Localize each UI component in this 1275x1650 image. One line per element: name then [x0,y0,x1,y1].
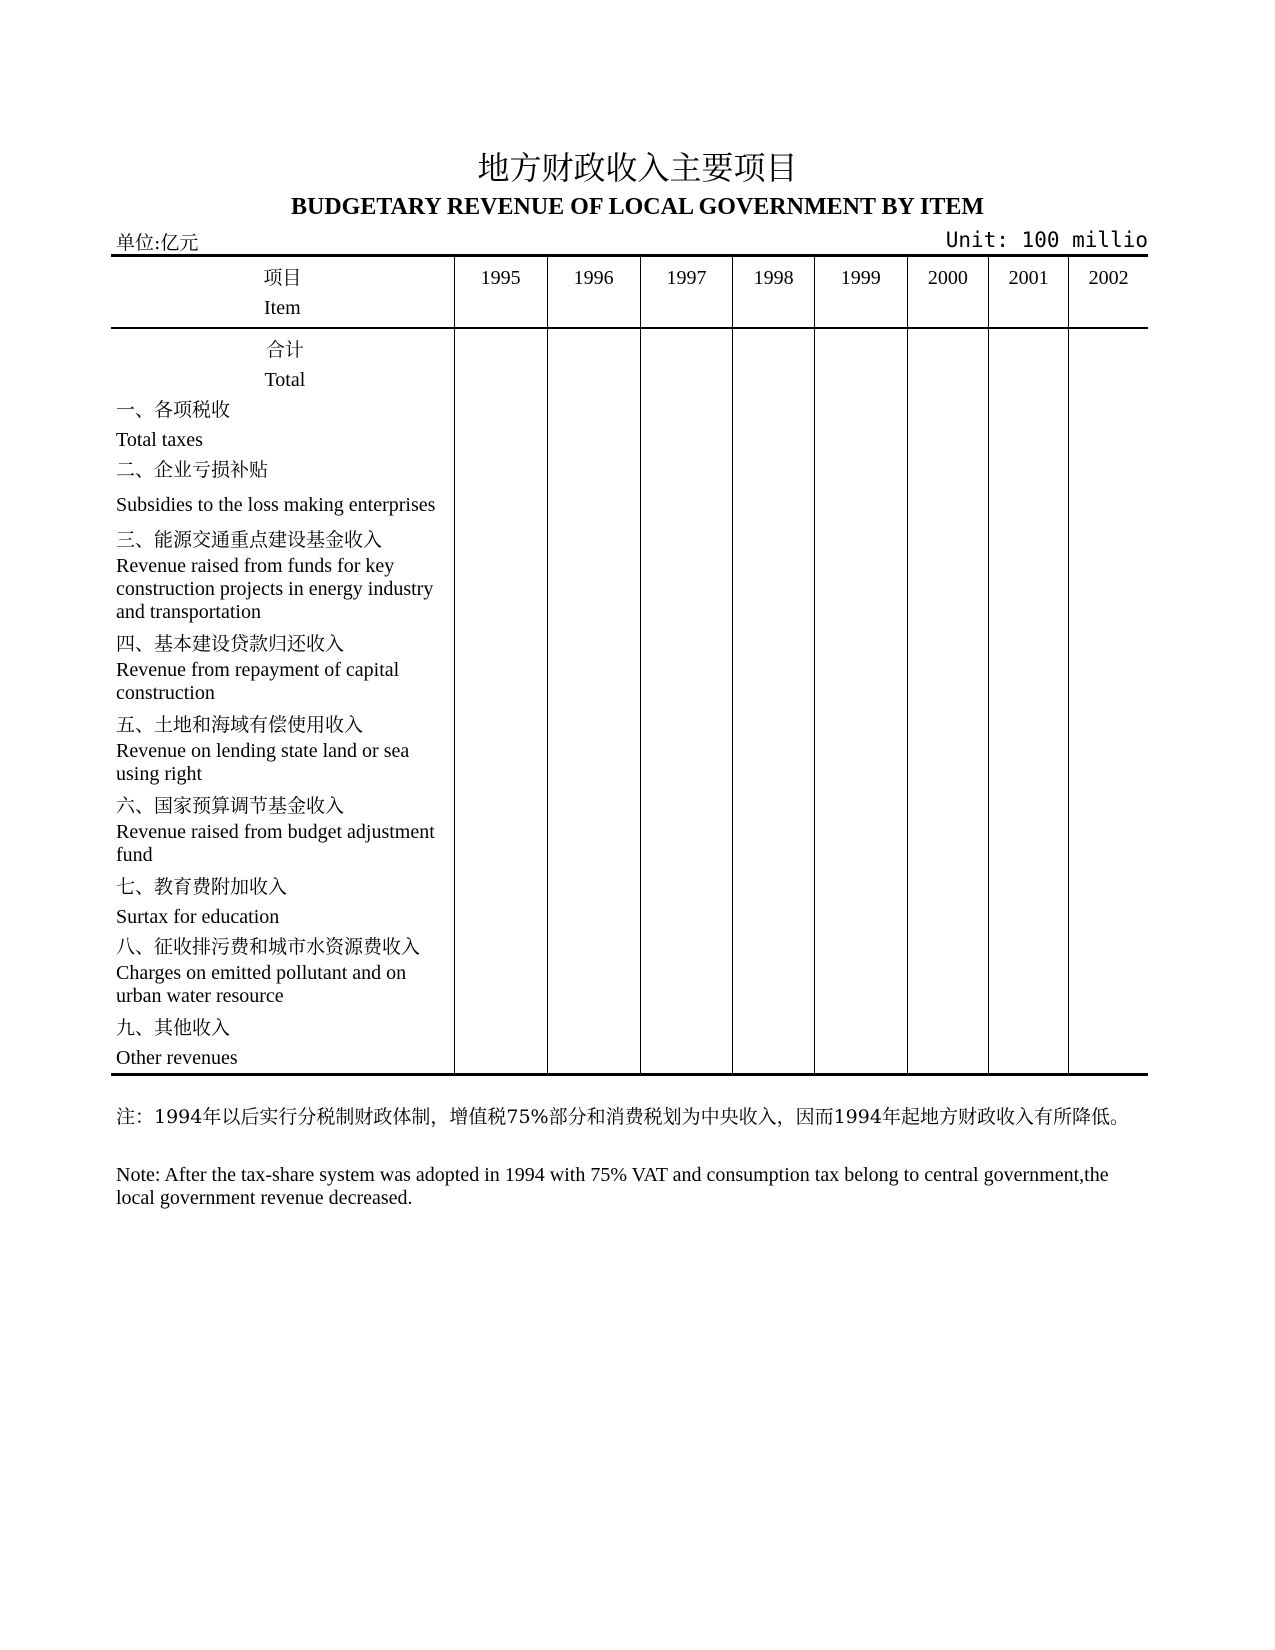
value-cell [814,1013,907,1075]
item-header-cn: 项目 [263,267,302,289]
value-cell [547,395,640,455]
row-label-cn: 四、基本建设贷款归还收入 [116,633,345,655]
value-cell [814,932,907,1013]
value-cell [814,455,907,525]
row-label-en: Surtax for education [116,906,280,928]
row-label-en: Total taxes [116,429,203,451]
value-cell [907,455,988,525]
value-cell [640,328,733,395]
revenue-table [111,254,1148,1076]
value-cell [640,629,733,710]
value-cell [547,710,640,791]
value-cell [1069,328,1148,395]
value-cell [454,1013,547,1075]
footnote-en: Note: After the tax-share system was adopted in 1994 with 75% VAT and consumption tax belong to central government,the local government revenue decreased. [116,1164,1109,1209]
value-cell [454,629,547,710]
value-cell [640,710,733,791]
value-cell [547,328,640,395]
row-label [111,932,454,1013]
row-label [111,328,454,395]
table-row [111,525,1148,629]
table-row [111,872,1148,932]
value-cell [907,328,988,395]
table-header-row [111,256,1148,329]
value-cell [733,328,814,395]
year-header-1996: 1996 [547,256,640,329]
row-label-cn: 三、能源交通重点建设基金收入 [116,529,383,551]
row-label [111,455,454,525]
year-header-1995: 1995 [454,256,547,329]
value-cell [733,1013,814,1075]
year-header-2002: 2002 [1069,256,1148,329]
table-row [111,328,1148,395]
table-body [111,328,1148,1075]
row-label-cn: 九、其他收入 [116,1017,231,1039]
value-cell [733,525,814,629]
value-cell [907,932,988,1013]
value-cell [454,872,547,932]
value-cell [454,932,547,1013]
value-cell [907,395,988,455]
row-label [111,629,454,710]
value-cell [640,455,733,525]
value-cell [814,525,907,629]
row-label [111,1013,454,1075]
value-cell [547,455,640,525]
value-cell [989,629,1069,710]
value-cell [907,791,988,872]
row-label-en: Revenue raised from funds for key construction projects in energy industry and transportation [116,555,434,623]
row-label-en: Revenue raised from budget adjustment fund [116,821,435,866]
table-row [111,710,1148,791]
value-cell [1069,525,1148,629]
value-cell [733,872,814,932]
value-cell [547,1013,640,1075]
value-cell [1069,872,1148,932]
page-title-en: BUDGETARY REVENUE OF LOCAL GOVERNMENT BY ITEM [290,194,984,220]
value-cell [1069,791,1148,872]
row-label-cn: 一、各项税收 [116,399,231,421]
value-cell [814,872,907,932]
row-label-en: Total [264,369,306,391]
row-label [111,525,454,629]
row-label-en: Revenue from repayment of capital construction [116,659,400,704]
table-row [111,1013,1148,1075]
year-header-1997: 1997 [640,256,733,329]
value-cell [454,791,547,872]
table-row [111,629,1148,710]
row-label [111,710,454,791]
value-cell [547,791,640,872]
value-cell [907,710,988,791]
value-cell [814,629,907,710]
table-row [111,455,1148,525]
value-cell [814,791,907,872]
value-cell [989,872,1069,932]
value-cell [733,629,814,710]
value-cell [640,525,733,629]
row-label-en: Revenue on lending state land or sea using right [116,740,410,785]
value-cell [454,710,547,791]
year-header-2000: 2000 [907,256,988,329]
page-title-cn: 地方财政收入主要项目 [477,149,798,187]
value-cell [640,932,733,1013]
value-cell [547,872,640,932]
row-label-cn: 七、教育费附加收入 [116,876,288,898]
row-label-en: Charges on emitted pollutant and on urban water resource [116,962,407,1007]
value-cell [733,395,814,455]
table-row [111,791,1148,872]
value-cell [989,395,1069,455]
item-column-header [111,256,454,329]
value-cell [989,710,1069,791]
value-cell [1069,1013,1148,1075]
value-cell [814,395,907,455]
value-cell [989,1013,1069,1075]
value-cell [547,525,640,629]
value-cell [454,328,547,395]
value-cell [907,629,988,710]
value-cell [1069,455,1148,525]
footnote-cn: 注：1994年以后实行分税制财政体制，增值税75%部分和消费税划为中央收入，因而1994年起地方财政收入有所降低。 [116,1106,1129,1128]
value-cell [733,455,814,525]
row-label-cn: 二、企业亏损补贴 [116,459,269,481]
value-cell [907,525,988,629]
row-label-cn: 合计 [265,339,304,361]
table-row [111,932,1148,1013]
value-cell [989,791,1069,872]
value-cell [733,710,814,791]
value-cell [640,1013,733,1075]
value-cell [814,710,907,791]
row-label-cn: 五、土地和海域有偿使用收入 [116,714,364,736]
value-cell [907,872,988,932]
value-cell [640,872,733,932]
value-cell [1069,629,1148,710]
value-cell [733,791,814,872]
value-cell [454,455,547,525]
value-cell [907,1013,988,1075]
value-cell [547,932,640,1013]
unit-label-en: Unit: 100 millio [945,228,1148,252]
value-cell [1069,932,1148,1013]
row-label [111,395,454,455]
value-cell [640,395,733,455]
value-cell [1069,395,1148,455]
value-cell [454,525,547,629]
value-cell [814,328,907,395]
row-label [111,872,454,932]
value-cell [733,932,814,1013]
value-cell [989,932,1069,1013]
table-row [111,395,1148,455]
item-header-en: Item [264,297,301,319]
row-label-en: Subsidies to the loss making enterprises [116,494,436,516]
value-cell [547,629,640,710]
year-header-1998: 1998 [733,256,814,329]
row-label-en: Other revenues [116,1047,238,1069]
value-cell [989,525,1069,629]
value-cell [640,791,733,872]
row-label-cn: 八、征收排污费和城市水资源费收入 [116,936,421,958]
value-cell [454,395,547,455]
year-header-2001: 2001 [989,256,1069,329]
row-label [111,791,454,872]
value-cell [989,328,1069,395]
value-cell [1069,710,1148,791]
value-cell [989,455,1069,525]
year-header-1999: 1999 [814,256,907,329]
unit-label-cn: 单位:亿元 [116,232,199,254]
row-label-cn: 六、国家预算调节基金收入 [116,795,345,817]
